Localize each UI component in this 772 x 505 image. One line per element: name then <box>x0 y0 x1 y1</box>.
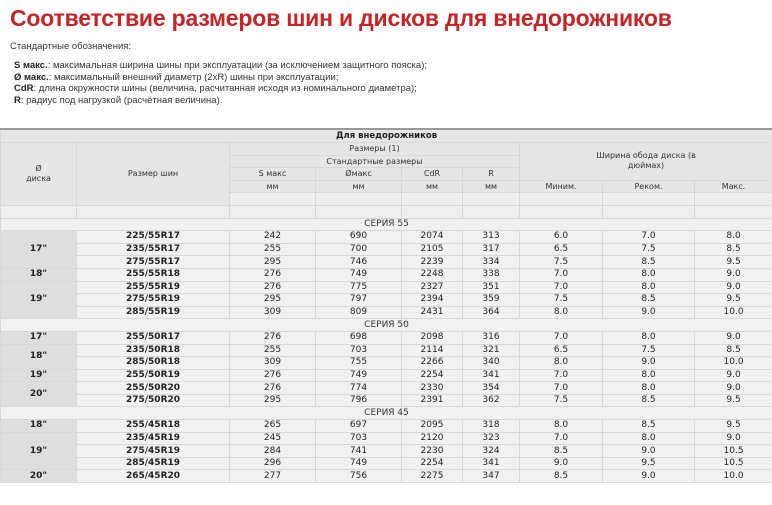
cdr-cell: 2254 <box>402 369 463 382</box>
table-row <box>1 281 772 294</box>
table-row <box>1 394 772 407</box>
tire-size-cell: 235/55R17 <box>77 243 230 256</box>
max-cell: 8.5 <box>695 243 772 256</box>
max-cell: 10.5 <box>695 457 772 470</box>
d-cell: 774 <box>316 382 402 395</box>
min-cell: 8.0 <box>520 420 603 433</box>
cdr-cell: 2230 <box>402 445 463 458</box>
legend-item-cdr: CdR: длина окружности шины (величина, расчитанная исходя из номинального диаметра); <box>14 83 417 95</box>
unit-label: мм <box>316 180 402 193</box>
series-row <box>1 407 772 420</box>
max-cell: 9.5 <box>695 294 772 307</box>
d-cell: 700 <box>316 243 402 256</box>
rec-cell: 8.0 <box>603 281 695 294</box>
disk-diameter-cell: 19" <box>1 369 77 382</box>
min-cell: 7.0 <box>520 281 603 294</box>
max-cell: 10.0 <box>695 357 772 370</box>
cdr-cell: 2327 <box>402 281 463 294</box>
rec-cell: 8.0 <box>603 369 695 382</box>
legend-item-r: R: радиус под нагрузкой (расчётная величина). <box>14 94 223 106</box>
d-cell: 756 <box>316 470 402 483</box>
r-cell: 341 <box>463 369 520 382</box>
d-cell: 796 <box>316 394 402 407</box>
series-label: СЕРИЯ 50 <box>1 319 772 332</box>
r-cell: 317 <box>463 243 520 256</box>
d-cell: 755 <box>316 357 402 370</box>
sizes-header: Размеры (1) <box>230 143 520 156</box>
min-cell: 7.5 <box>520 394 603 407</box>
max-cell: 9.0 <box>695 268 772 281</box>
d-cell: 703 <box>316 432 402 445</box>
max-cell: 9.0 <box>695 331 772 344</box>
d-cell: 690 <box>316 231 402 244</box>
s-cell: 245 <box>230 432 316 445</box>
d-cell: 741 <box>316 445 402 458</box>
table-row <box>1 357 772 370</box>
r-cell: 341 <box>463 457 520 470</box>
cdr-cell: 2254 <box>402 457 463 470</box>
r-cell: 351 <box>463 281 520 294</box>
disk-diameter-cell: 18" <box>1 420 77 433</box>
max-cell: 8.0 <box>695 231 772 244</box>
s-cell: 276 <box>230 382 316 395</box>
rec-cell: 8.0 <box>603 382 695 395</box>
standard-sizes-header: Стандартные размеры <box>230 155 520 168</box>
r-cell: 316 <box>463 331 520 344</box>
tire-size-cell: 275/45R19 <box>77 445 230 458</box>
tire-size-cell: 275/50R20 <box>77 394 230 407</box>
tire-size-cell: 235/45R19 <box>77 432 230 445</box>
cdr-cell: 2431 <box>402 306 463 319</box>
d-cell: 749 <box>316 457 402 470</box>
d-cell: 698 <box>316 331 402 344</box>
rec-cell: 8.5 <box>603 256 695 269</box>
max-cell: 9.0 <box>695 432 772 445</box>
r-cell: 334 <box>463 256 520 269</box>
table-top-header: Для внедорожников <box>1 129 772 143</box>
max-cell: 9.5 <box>695 420 772 433</box>
table-row <box>1 344 772 357</box>
s-cell: 277 <box>230 470 316 483</box>
tire-size-cell: 285/55R19 <box>77 306 230 319</box>
cdr-cell: 2120 <box>402 432 463 445</box>
table-row <box>1 268 772 281</box>
max-cell: 10.5 <box>695 445 772 458</box>
rec-cell: 8.5 <box>603 294 695 307</box>
d-cell: 775 <box>316 281 402 294</box>
max-cell: 8.5 <box>695 344 772 357</box>
table-row <box>1 457 772 470</box>
cdr-cell: 2391 <box>402 394 463 407</box>
cdr-cell: 2105 <box>402 243 463 256</box>
table-row <box>1 432 772 445</box>
rec-cell: 8.0 <box>603 432 695 445</box>
s-cell: 276 <box>230 369 316 382</box>
r-cell: 362 <box>463 394 520 407</box>
tire-size-cell: 275/55R17 <box>77 256 230 269</box>
min-cell: 7.0 <box>520 432 603 445</box>
tire-size-cell: 255/45R18 <box>77 420 230 433</box>
disk-diameter-cell: 20" <box>1 382 77 407</box>
table-body <box>1 218 772 482</box>
tire-size-cell: 255/50R20 <box>77 382 230 395</box>
series-label: СЕРИЯ 45 <box>1 407 772 420</box>
d-cell: 749 <box>316 369 402 382</box>
min-cell: 6.0 <box>520 231 603 244</box>
rec-cell: 9.0 <box>603 306 695 319</box>
cdr-cell: 2114 <box>402 344 463 357</box>
r-cell: 364 <box>463 306 520 319</box>
legend <box>14 60 427 106</box>
min-cell: 8.5 <box>520 445 603 458</box>
table-row <box>1 306 772 319</box>
cdr-header: CdR <box>402 168 463 181</box>
max-cell: 9.0 <box>695 281 772 294</box>
table-row <box>1 470 772 483</box>
cdr-cell: 2248 <box>402 268 463 281</box>
min-cell: 6.5 <box>520 243 603 256</box>
s-cell: 295 <box>230 256 316 269</box>
cdr-cell: 2095 <box>402 420 463 433</box>
r-cell: 324 <box>463 445 520 458</box>
s-cell: 295 <box>230 394 316 407</box>
tire-size-cell: 275/55R19 <box>77 294 230 307</box>
cdr-cell: 2074 <box>402 231 463 244</box>
s-cell: 242 <box>230 231 316 244</box>
r-cell: 338 <box>463 268 520 281</box>
max-cell: 10.0 <box>695 306 772 319</box>
tire-size-cell: 255/50R19 <box>77 369 230 382</box>
min-cell: 7.0 <box>520 382 603 395</box>
table-row <box>1 256 772 269</box>
rec-cell: 9.5 <box>603 457 695 470</box>
d-cell: 703 <box>316 344 402 357</box>
tire-size-cell: 225/55R17 <box>77 231 230 244</box>
disk-diameter-cell: 18" <box>1 344 77 369</box>
min-cell: 8.5 <box>520 470 603 483</box>
table-row <box>1 243 772 256</box>
tire-size-table <box>0 128 772 483</box>
page-title: Соответствие размеров шин и дисков для внедорожников <box>10 5 672 31</box>
table-row <box>1 382 772 395</box>
min-cell: 7.5 <box>520 294 603 307</box>
tire-size-cell: 285/45R19 <box>77 457 230 470</box>
d-cell: 797 <box>316 294 402 307</box>
table-row <box>1 445 772 458</box>
r-cell: 323 <box>463 432 520 445</box>
disk-diameter-cell: 19" <box>1 432 77 470</box>
s-max-header: S макс <box>230 168 316 181</box>
rec-cell: 7.5 <box>603 344 695 357</box>
r-cell: 359 <box>463 294 520 307</box>
min-cell: 7.0 <box>520 369 603 382</box>
r-cell: 340 <box>463 357 520 370</box>
tire-size-cell: 255/55R18 <box>77 268 230 281</box>
disk-diameter-cell: 20" <box>1 470 77 483</box>
s-cell: 284 <box>230 445 316 458</box>
r-cell: 321 <box>463 344 520 357</box>
unit-label: мм <box>463 180 520 193</box>
min-cell: 8.0 <box>520 306 603 319</box>
max-cell: 9.5 <box>695 256 772 269</box>
r-header: R <box>463 168 520 181</box>
max-header: Макс. <box>695 180 772 193</box>
legend-item-d-max: Ø макс.: максимальный внешний диаметр (2xR) шины при эксплуатации; <box>14 71 339 83</box>
r-cell: 318 <box>463 420 520 433</box>
s-cell: 309 <box>230 306 316 319</box>
tire-size-cell: 255/55R19 <box>77 281 230 294</box>
unit-label: мм <box>402 180 463 193</box>
table-row <box>1 369 772 382</box>
rec-header: Реком. <box>603 180 695 193</box>
disk-diameter-cell: 18" <box>1 268 77 281</box>
s-cell: 295 <box>230 294 316 307</box>
max-cell: 9.5 <box>695 394 772 407</box>
cdr-cell: 2275 <box>402 470 463 483</box>
table-row <box>1 331 772 344</box>
series-row <box>1 319 772 332</box>
tire-size-cell: 265/45R20 <box>77 470 230 483</box>
series-label: СЕРИЯ 55 <box>1 218 772 231</box>
rec-cell: 8.5 <box>603 394 695 407</box>
max-cell: 9.0 <box>695 369 772 382</box>
min-cell: 7.0 <box>520 331 603 344</box>
disk-diameter-cell: 17" <box>1 331 77 344</box>
d-cell: 746 <box>316 256 402 269</box>
s-cell: 309 <box>230 357 316 370</box>
cdr-cell: 2098 <box>402 331 463 344</box>
rec-cell: 7.0 <box>603 231 695 244</box>
min-cell: 9.0 <box>520 457 603 470</box>
rec-cell: 8.0 <box>603 268 695 281</box>
s-cell: 255 <box>230 243 316 256</box>
series-row <box>1 218 772 231</box>
tire-size-cell: 235/50R18 <box>77 344 230 357</box>
s-cell: 265 <box>230 420 316 433</box>
s-cell: 276 <box>230 281 316 294</box>
cdr-cell: 2266 <box>402 357 463 370</box>
disk-diameter-cell: 17" <box>1 231 77 269</box>
d-cell: 697 <box>316 420 402 433</box>
min-cell: 7.0 <box>520 268 603 281</box>
rec-cell: 7.5 <box>603 243 695 256</box>
s-cell: 255 <box>230 344 316 357</box>
cdr-cell: 2330 <box>402 382 463 395</box>
s-cell: 276 <box>230 268 316 281</box>
max-cell: 9.0 <box>695 382 772 395</box>
s-cell: 296 <box>230 457 316 470</box>
d-cell: 809 <box>316 306 402 319</box>
rec-cell: 9.0 <box>603 445 695 458</box>
d-cell: 749 <box>316 268 402 281</box>
d-max-header: Øмакс <box>316 168 402 181</box>
legend-item-s-max: S макс.: максимальная ширина шины при эксплуатации (за исключением защитного пояска); <box>14 60 427 71</box>
r-cell: 313 <box>463 231 520 244</box>
max-cell: 10.0 <box>695 470 772 483</box>
table-row <box>1 231 772 244</box>
rec-cell: 8.0 <box>603 331 695 344</box>
rec-cell: 9.0 <box>603 357 695 370</box>
disk-diameter-cell: 19" <box>1 281 77 319</box>
rim-width-header: Ширина обода диска (в дюймах) <box>520 143 772 181</box>
rec-cell: 8.5 <box>603 420 695 433</box>
min-header: Миним. <box>520 180 603 193</box>
tire-size-cell: 255/50R17 <box>77 331 230 344</box>
cdr-cell: 2239 <box>402 256 463 269</box>
tire-size-cell: 285/50R18 <box>77 357 230 370</box>
table-row <box>1 420 772 433</box>
tire-size-header: Размер шин <box>77 143 230 206</box>
r-cell: 354 <box>463 382 520 395</box>
table-row <box>1 294 772 307</box>
legend-heading: Стандартные обозначения: <box>10 41 132 52</box>
cdr-cell: 2394 <box>402 294 463 307</box>
disk-diameter-header: Ø диска <box>1 143 77 206</box>
min-cell: 8.0 <box>520 357 603 370</box>
r-cell: 347 <box>463 470 520 483</box>
rec-cell: 9.0 <box>603 470 695 483</box>
min-cell: 7.5 <box>520 256 603 269</box>
unit-label: мм <box>230 180 316 193</box>
s-cell: 276 <box>230 331 316 344</box>
min-cell: 6.5 <box>520 344 603 357</box>
